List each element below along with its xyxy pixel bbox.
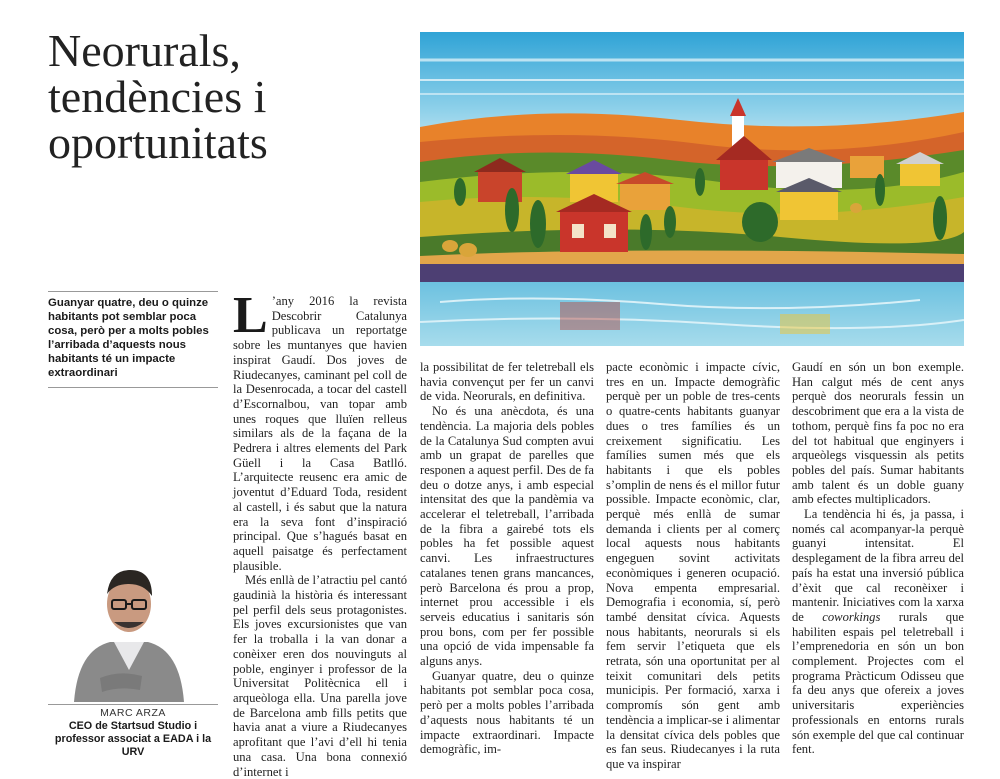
body-paragraph: Guanyar quatre, deu o quinze habitants pot semblar poca cosa, però per a molts pobles l’arribada d’aquests nous habitants té un impacte extraordinari. Impacte demogràfic, im- [420, 668, 594, 757]
standfirst-divider [48, 387, 218, 388]
body-paragraph: Més enllà de l’atractiu pel cantó gaudinià la història és interessant pel perfil dels seus protagonistes. Els joves excursionistes que van fer la troballa i la van donar a conèixer eren dos nouvinguts al poble, enginyer i professor de la Universitat Politècnica ell i arqueòloga ella. Una parella jove de Barcelona amb fills petits que havia anat a viure a Riudecanyes aprofitant que l’avi d’ell hi tenia una casa. Una bona connexió d’internet i [233, 573, 407, 779]
body-paragraph: la possibilitat de fer teletreball els havia convençut per fer un canvi de vida. Neorurals, en definitiva. [420, 360, 594, 404]
author-role: CEO de Startsud Studio i professor associat a EADA i la URV [54, 720, 212, 758]
drop-cap: L [233, 287, 268, 344]
body-paragraph [792, 507, 964, 757]
body-paragraph: No és una anècdota, és una tendència. La majoria dels pobles de la Catalunya Sud compten avui amb un grapat de parelles que responen a aquest perfil. Des de fa deu o dotze anys, i amb especial intensitat des que la pandèmia va accelerar el teletreball, l’arribada de la fibra a gairebé tots els pobles ha fet possible aquest canvi. Les infraestructures catalanes tenen grans mancances, però Barcelona és prou a prop, internet prou accessible i els serveis educatius i sanitaris són prou bons, com per fer possible una opció de vida impensable fa alguns anys. [420, 404, 594, 669]
body-text: ’any 2016 la revista Descobrir Catalunya publicava un reportatge sobre les muntanyes que havien inspirat Gaudí. Dos joves de Riudecanyes, caminant pel coll de la Desenrocada, a tocar del castell d’Escornalbou, van topar amb unes roques que lluïen relleus similars als de la façana de la Pedrera i altres elements del Park Güell i la Casa Batlló. L’arquitecte reusenc era amic de joventut d’Eduard Toda, resident al castell, i és sabut que la natura era la seva font d’inspiració principal. Que s’hagués basat en aquell paisatge és perfectament plausible. [233, 294, 407, 573]
author-divider [48, 704, 218, 705]
body-paragraph [233, 287, 407, 573]
author-name: MARC ARZA [100, 707, 166, 719]
body-text: La tendència hi és, ja passa, i només cal acompanyar-la perquè guanyi intensitat. El desplegament de la fibra arreu del país ha estat una inversió pública d’èxit que cal reconèixer i mantenir. Iniciatives com la xarxa de [792, 507, 964, 624]
body-column-2 [420, 360, 594, 757]
body-paragraph: pacte econòmic i impacte cívic, tres en un. Impacte demogràfic perquè per un poble de tres-cents o quatre-cents habitants guanyar dues o tres famílies és un creixement significatiu. Les famílies sumen més que els habitants i que els pobles s’omplin de nens és el millor futur possible. Impacte econòmic, clar, perquè més enllà de sumar demanda i clients per al comerç local aquests nous habitants engeguen sovint activitats econòmiques i generen ocupació. Nova empenta empresarial. Demografia i economia, sí, però també densitat cívica. Aquests nous habitants, neorurals si els fem servir l’etiqueta que els retrata, són una oportunitat per al teixit comunitari dels petits municipis. Per formació, xarxa i compromís són gent amb tendència a implicar-se i alimentar la densitat cívica dels pobles que es fan seus. Riudecanyes i la ruta que va inspirar [606, 360, 780, 771]
body-column-4 [792, 360, 964, 757]
body-column-3 [606, 360, 780, 772]
body-paragraph: Gaudí en són un bon exemple. Han calgut més de cent anys perquè dos neorurals fessin un descobriment que era a la vista de tothom, perquè fins fa poc no era del tot habitual que enginyers i arqueòlegs visquessin als petits pobles del país. Sumar habitants amb talent és un doble guany amb efectes multiplicadors. [792, 360, 964, 507]
standfirst: Guanyar quatre, deu o quinze habitants pot semblar poca cosa, però per a molts pobles l’arribada d’aquests nous habitants té un impacte extraordinari [48, 291, 218, 380]
author-photo [70, 550, 188, 702]
hero-illustration [420, 32, 964, 346]
body-text: rurals que habiliten espais pel teletreball i l’emprenedoria en són un bon complement. Projectes com el programa Pràcticum Odisseu que fa deu anys que ofereix a joves universitaris experiències professionals en entorns rurals són exemple del que cal continuar fent. [792, 609, 964, 757]
body-text-emphasis: coworkings [822, 609, 881, 624]
body-column-1 [233, 287, 407, 779]
headline: Neorurals, tendències i oportunitats [48, 25, 268, 168]
